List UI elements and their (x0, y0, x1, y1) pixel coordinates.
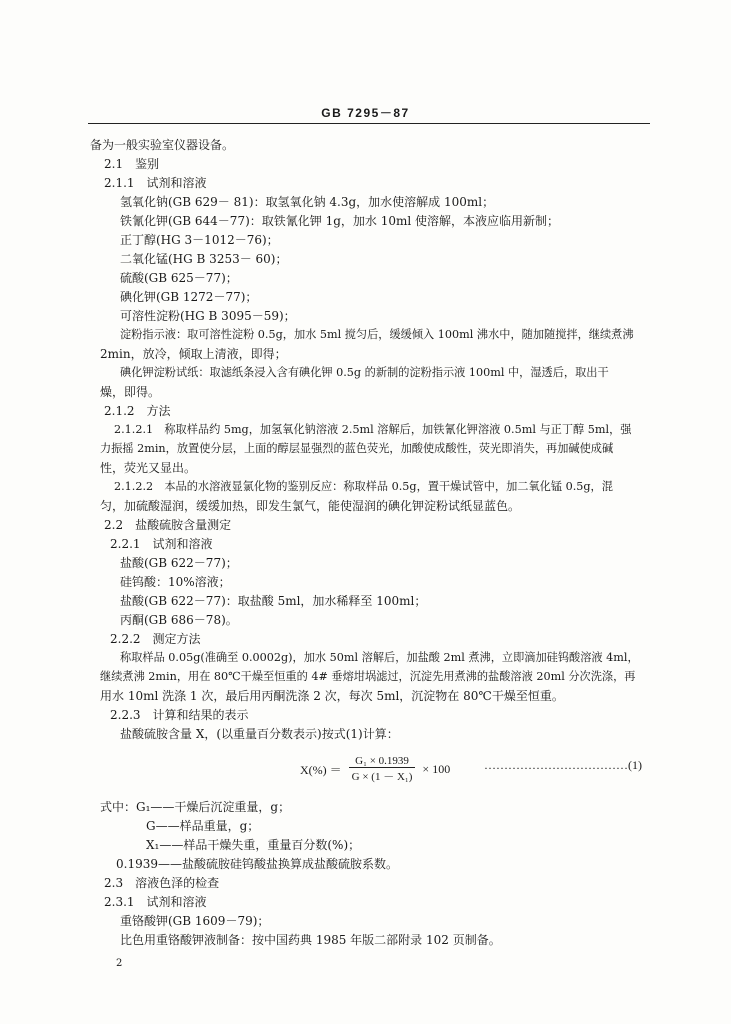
text-line: 碘化钾淀粉试纸：取滤纸条浸入含有碘化钾 0.5g 的新制的淀粉指示液 100ml 中，湿透后，取出干 (120, 366, 609, 379)
calculation-formula (300, 755, 450, 784)
section-heading: 2.2 盐酸硫胺含量测定 (104, 518, 232, 532)
text-line: 盐酸硫胺含量 X，(以重量百分数表示)按式(1)计算： (120, 727, 399, 741)
page-number: 2 (116, 958, 123, 969)
formula-denominator: G × (1 － X₁) (351, 771, 413, 783)
text-line: 正丁醇(HG 3－1012－76)； (120, 233, 279, 247)
legend-line: 式中：G₁——干燥后沉淀重量，g； (100, 800, 291, 814)
text-line: 性，荧光又显出。 (100, 461, 197, 475)
text-line: 2min，放冷，倾取上清液，即得； (100, 347, 287, 361)
formula-lhs: X(%) ＝ (300, 763, 342, 777)
legend-line: X₁——样品干燥失重，重量百分数(%)； (146, 838, 361, 852)
formula-multiplier: × 100 (422, 762, 451, 776)
text-line: 盐酸(GB 622－77)； (120, 556, 238, 570)
text-line: 继续煮沸 2min，用在 80℃干燥至恒重的 4# 垂熔坩埚滤过，沉淀先用煮沸的盐酸溶液 20ml 分次洗涤，再 (100, 670, 636, 683)
formula-numerator: G₁ × 0.1939 (349, 755, 416, 768)
standard-number-header: GB 7295－87 (321, 106, 410, 120)
section-heading: 2.3.1 试剂和溶液 (104, 895, 207, 909)
text-line: 氢氧化钠(GB 629－ 81)：取氢氧化钠 4.3g，加水使溶解成 100ml； (120, 195, 495, 209)
text-line: 称取样品 0.05g(准确至 0.0002g)，加水 50ml 溶解后，加盐酸 2ml 煮沸，立即滴加硅钨酸溶液 4ml， (120, 651, 639, 664)
equation-number: ………………………………(1) (484, 758, 642, 772)
text-line: 备为一般实验室仪器设备。 (90, 138, 235, 152)
text-line: 用水 10ml 洗涤 1 次，最后用丙酮洗涤 2 次，每次 5ml，沉淀物在 80℃干燥至恒重。 (100, 689, 564, 703)
text-line: 丙酮(GB 686－78)。 (120, 613, 238, 627)
text-line: 重铬酸钾(GB 1609－79)； (120, 914, 270, 928)
text-line: 比色用重铬酸钾液制备：按中国药典 1985 年版二部附录 102 页制备。 (120, 933, 501, 947)
section-heading: 2.2.3 计算和结果的表示 (110, 708, 249, 722)
text-line: 碘化钾(GB 1272－77)； (120, 290, 258, 304)
text-line: 燥，即得。 (100, 385, 161, 399)
section-heading: 2.3 溶液色泽的检查 (104, 876, 220, 890)
text-line: 二氧化锰(HG B 3253－ 60)； (120, 252, 288, 266)
text-line: 匀，加硫酸湿润，缓缓加热，即发生氯气，能使湿润的碘化钾淀粉试纸显蓝色。 (100, 499, 521, 513)
text-line: 力振摇 2min，放置使分层，上面的醇层显强烈的蓝色荧光，加酸使成酸性，荧光即消失，再加碱使成碱 (100, 442, 614, 455)
section-heading: 2.1.1 试剂和溶液 (104, 176, 207, 190)
legend-line: G——样品重量，g； (146, 819, 260, 833)
text-line: 淀粉指示液：取可溶性淀粉 0.5g，加水 5ml 搅匀后，缓缓倾入 100ml 沸水中，随加随搅拌，继续煮沸 (120, 328, 634, 341)
text-line: 盐酸(GB 622－77)：取盐酸 5ml，加水稀释至 100ml； (120, 594, 427, 608)
section-heading: 2.1 鉴别 (104, 157, 160, 171)
text-line: 2.1.2.1 称取样品约 5mg，加氢氧化钠溶液 2.5ml 溶解后，加铁氰化钾溶液 0.5ml 与正丁醇 5ml，强 (114, 423, 632, 436)
text-line: 硅钨酸：10%溶液； (120, 575, 231, 589)
header-rule (88, 123, 650, 124)
section-heading: 2.2.2 测定方法 (110, 632, 201, 646)
text-line: 铁氰化钾(GB 644－77)：取铁氰化钾 1g，加水 10ml 使溶解，本液应临用新制； (120, 214, 560, 228)
text-line: 硫酸(GB 625－77)； (120, 271, 238, 285)
text-line: 2.1.2.2 本品的水溶液显氯化物的鉴别反应：称取样品 0.5g，置干燥试管中，加二氧化锰 0.5g，混 (114, 480, 613, 493)
section-heading: 2.2.1 试剂和溶液 (110, 537, 213, 551)
formula-fraction (349, 755, 416, 784)
legend-line: 0.1939——盐酸硫胺硅钨酸盐换算成盐酸硫胺系数。 (116, 857, 398, 871)
section-heading: 2.1.2 方法 (104, 404, 171, 418)
text-line: 可溶性淀粉(HG B 3095－59)； (120, 309, 296, 323)
